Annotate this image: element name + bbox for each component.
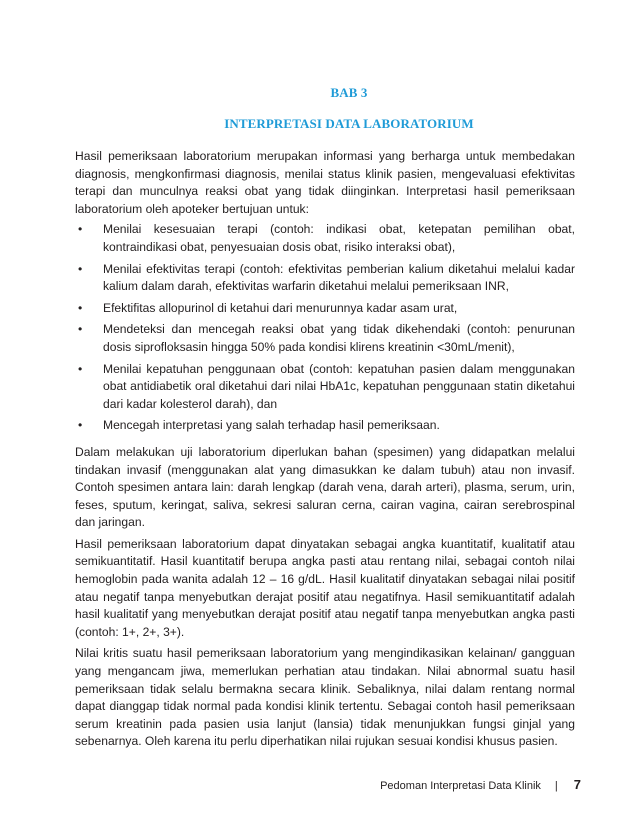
page-footer [380,777,581,792]
page-number: 7 [573,777,581,792]
chapter-number: BAB 3 [330,85,368,100]
footer-book-title: Pedoman Interpretasi Data Klinik [380,780,541,792]
list-item-text: Mendeteksi dan mencegah reaksi obat yang tidak dikehendaki (contoh: penurunan dosis siprofloksasin hingga 50% pada kondisi klirens kreatinin <30mL/menit), [103,322,575,354]
list-item [75,221,575,256]
bullet-icon: • [78,300,83,315]
list-item [75,321,575,356]
list-item-text: Menilai kepatuhan penggunaan obat (contoh: kepatuhan pasien dalam menggunakan obat antidiabetik oral diketahui dari nilai HbA1c, kepatuhan penggunaan statin diketahui dari kadar kolesterol darah), dan [103,361,575,411]
specimen-paragraph: Dalam melakukan uji laboratorium diperlukan bahan (spesimen) yang didapatkan melalui tindakan invasif (menggunakan alat yang dimasukkan ke dalam tubuh) atau non invasif. Contoh spesimen antara lain: darah lengkap (darah vena, darah arteri), plasma, serum, urin, feses, sputum, keringat, saliva, sekresi saluran cerna, cairan vagina, cairan serebrospinal dan jaringan. [75,444,575,530]
intro-paragraph: Hasil pemeriksaan laboratorium merupakan informasi yang berharga untuk membedakan diagnosis, mengkonfirmasi diagnosis, menilai status klinik pasien, mengevaluasi efektivitas terapi dan munculnya reaksi obat yang tidak diinginkan. Interpretasi hasil pemeriksaan laboratorium oleh apoteker bertujuan untuk: [75,149,575,216]
bullet-icon: • [78,418,83,433]
list-item [75,261,575,296]
list-item-text: Menilai kesesuaian terapi (contoh: indikasi obat, ketepatan pemilihan obat, kontraindikasi obat, penyesuaian dosis obat, risiko interaksi obat), [103,222,575,254]
list-item [75,300,575,318]
critical-values-paragraph: Nilai kritis suatu hasil pemeriksaan laboratorium yang mengindikasikan kelainan/ gangguan yang mengancam jiwa, memerlukan perhatian atau tindakan. Nilai abnormal suatu hasil pemeriksaan tidak selalu bermakna secara klinik. Sebaliknya, nilai dalam rentang normal dapat dianggap tidak normal pada kondisi klinik tertentu. Sebagai contoh hasil pemeriksaan serum kreatinin pada pasien usia lanjut (lansia) tidak menunjukkan fungsi ginjal yang sebenarnya. Oleh karena itu perlu diperhatikan nilai rujukan sesuai kondisi khusus pasien. [75,646,575,749]
objectives-list [75,221,575,435]
list-item-text: Menilai efektivitas terapi (contoh: efektivitas pemberian kalium diketahui melalui kadar kalium dalam darah, efektivitas warfarin diketahui melalui pemeriksaan INR, [103,261,575,294]
list-item [75,417,575,435]
bullet-icon: • [78,361,83,376]
list-item [75,361,575,414]
bullet-icon: • [78,322,83,337]
list-item-text: Mencegah interpretasi yang salah terhadap hasil pemeriksaan. [103,418,440,433]
list-item-text: Efektifitas allopurinol di ketahui dari menurunnya kadar asam urat, [103,300,458,315]
footer-separator: | [554,780,558,792]
chapter-title: INTERPRETASI DATA LABORATORIUM [224,116,474,131]
body-text [75,148,575,751]
bullet-icon: • [78,222,83,237]
bullet-icon: • [78,261,83,276]
results-paragraph: Hasil pemeriksaan laboratorium dapat dinyatakan sebagai angka kuantitatif, kualitatif atau semikuantitatif. Hasil kuantitatif berupa angka pasti atau rentang nilai, sebagai contoh nilai hemoglobin pada wanita adalah 12 – 16 g/dL. Hasil kualitatif dinyatakan sebagai nilai positif atau negatif tanpa menyebutkan derajat positif atau negatifnya. Hasil semikuantitatif adalah hasil kualitatif yang menyebutkan derajat positif atau negatif tanpa menyebutkan angka pasti (contoh: 1+, 2+, 3+). [75,536,575,639]
